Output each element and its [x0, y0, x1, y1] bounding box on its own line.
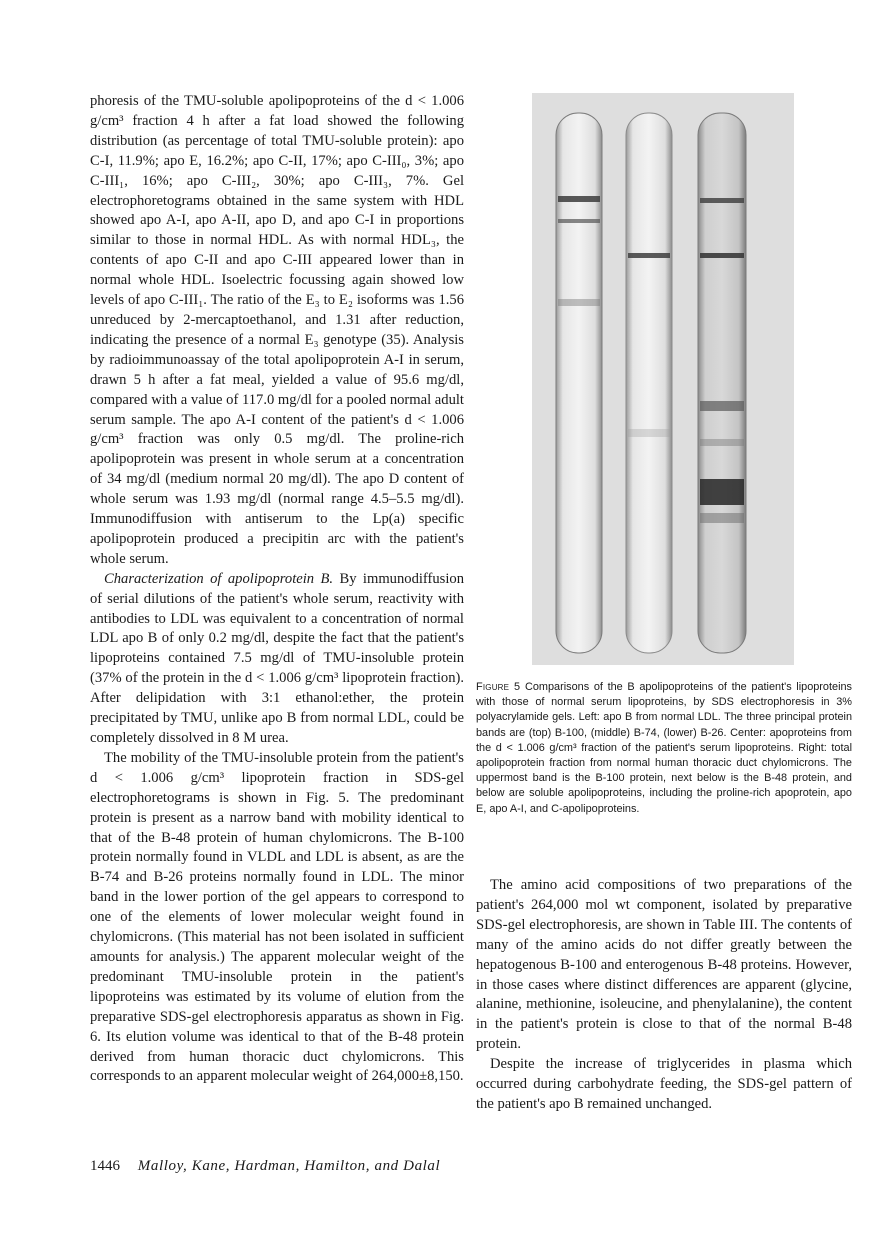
page-number: 1446	[90, 1158, 120, 1174]
page-footer	[90, 1156, 790, 1176]
caption-text: Comparisons of the B apolipoproteins of the patient's lipoproteins with those of normal serum lipoproteins, by SDS electrophoresis in 3% polyacrylamide gels. Left: apo B from normal LDL. The three principal protein bands are (top) B-100, (middle) B-74, (lower) B-26. Center: apoproteins from the d < 1.006 g/cm³ fraction of the patient's serum lipoproteins. Right: total apolipoprotein fraction from normal human thoracic duct chylomicrons. The uppermost band is the B-100 protein, next below is the B-48 protein, and below are soluble apolipoproteins, including the proline-rich apoprotein, apo E, apo A-I, and C-apolipoproteins.	[476, 681, 852, 815]
paragraph-apo-b-characterization	[90, 570, 464, 749]
running-authors: Malloy, Kane, Hardman, Hamilton, and Dalal	[137, 1158, 441, 1174]
paragraph: The amino acid compositions of two preparations of the patient's 264,000 mol wt component, isolated by preparative SDS-gel electrophoresis, are shown in Table III. The contents of many of the amino acids do not differ greatly between the hepatogenous B-100 and enterogenous B-48 proteins. However, in those cases where distinct differences are apparent (glycine, alanine, methionine, isoleucine, and phenylalanine), the content in the patient's protein is close to that of the normal B-48 protein.	[476, 877, 852, 1053]
figure-5-gel-photograph	[532, 93, 794, 665]
run-in-heading: Characterization of apolipoprotein B.	[104, 570, 334, 587]
body-text-left-column	[90, 92, 464, 1087]
body-text-right-column	[476, 876, 852, 1115]
paragraph: Despite the increase of triglycerides in plasma which occurred during carbohydrate feeding, the SDS-gel pattern of the patient's apo B remained unchanged.	[476, 1056, 852, 1112]
gel-tube-right	[698, 113, 746, 653]
paragraph: phoresis of the TMU-soluble apolipoproteins of the d < 1.006 g/cm³ fraction 4 h after a fat load showed the following distribution (as percentage of total TMU-soluble protein): apo C-I, 11.9%; apo E, 16.2%; apo C-II, 17%; apo C-III₀, 3%; apo C-III₁, 16%; apo C-III₂, 30%; apo C-III₃, 7%. Gel electrophoretograms obtained in the same system with HDL showed apo A-I, apo A-II, apo D, and apo C-I in proportions similar to those in normal HDL. As with normal HDL₃, the contents of apo C-II and apo C-III appeared lower than in normal whole HDL. Isoelectric focussing again showed low levels of apo C-III₁. The ratio of the E₃ to E₂ isoforms was 1.56 unreduced by 2-mercaptoethanol, and 1.31 after reduction, indicating the presence of a normal E₃ genotype (35). Analysis by radioimmunoassay of the total apolipoprotein A-I in serum, drawn 5 h after a fat meal, yielded a value of 95.6 mg/dl, compared with a value of 117.0 mg/dl for a pooled normal adult serum sample. The apo A-I content of the patient's d < 1.006 g/cm³ fraction was only 0.5 mg/dl. The proline-rich apolipoprotein was present in whole serum at a concentration of 34 mg/dl (medium normal 20 mg/dl). The apo D content of whole serum was 1.93 mg/dl (normal range 4.5–5.5 mg/dl). Immunodiffusion with antiserum to the Lp(a) specific apolipoprotein produced a precipitin arc with the patient's whole serum.	[90, 93, 464, 567]
gel-tube-left	[556, 113, 602, 653]
figure-5-caption	[476, 680, 852, 817]
paragraph-body: By immunodiffusion of serial dilutions of the patient's whole serum, reactivity with antibodies to LDL was equivalent to a concentration of normal LDL apo B of only 0.2 mg/dl, despite the fact that the patient's lipoproteins contained 7.5 mg/dl of TMU-insoluble protein (37% of the protein in the d < 1.006 g/cm³ lipoprotein fraction). After delipidation with 3:1 ethanol:ether, the protein precipitated by TMU, unlike apo B from normal LDL, could be completely dissolved in 8 M urea.	[90, 570, 464, 746]
paragraph: The mobility of the TMU-insoluble protein from the patient's d < 1.006 g/cm³ lipoprotein fraction in SDS-gel electrophoretograms is shown in Fig. 5. The predominant protein is present as a narrow band with mobility identical to that of the B-48 protein of human chylomicrons. The B-100 protein normally found in VLDL and LDL is absent, as are the B-74 and B-26 proteins normally found in LDL. The minor band in the lower portion of the gel appears to correspond to one of the elements of lower molecular weight found in chylomicrons. (This material has not been isolated in sufficient amounts for analysis.) The apparent molecular weight of the predominant TMU-insoluble protein in the patient's lipoproteins was estimated by its volume of elution from the preparative SDS-gel electrophoresis apparatus as shown in Fig. 6. Its elution volume was identical to that of the B-48 protein derived from human thoracic duct chylomicrons. This corresponds to an apparent molecular weight of 264,000±8,150.	[90, 749, 464, 1085]
gel-tubes-image	[532, 93, 794, 665]
caption-label: Figure 5	[476, 681, 521, 693]
gel-tube-center	[626, 113, 672, 653]
